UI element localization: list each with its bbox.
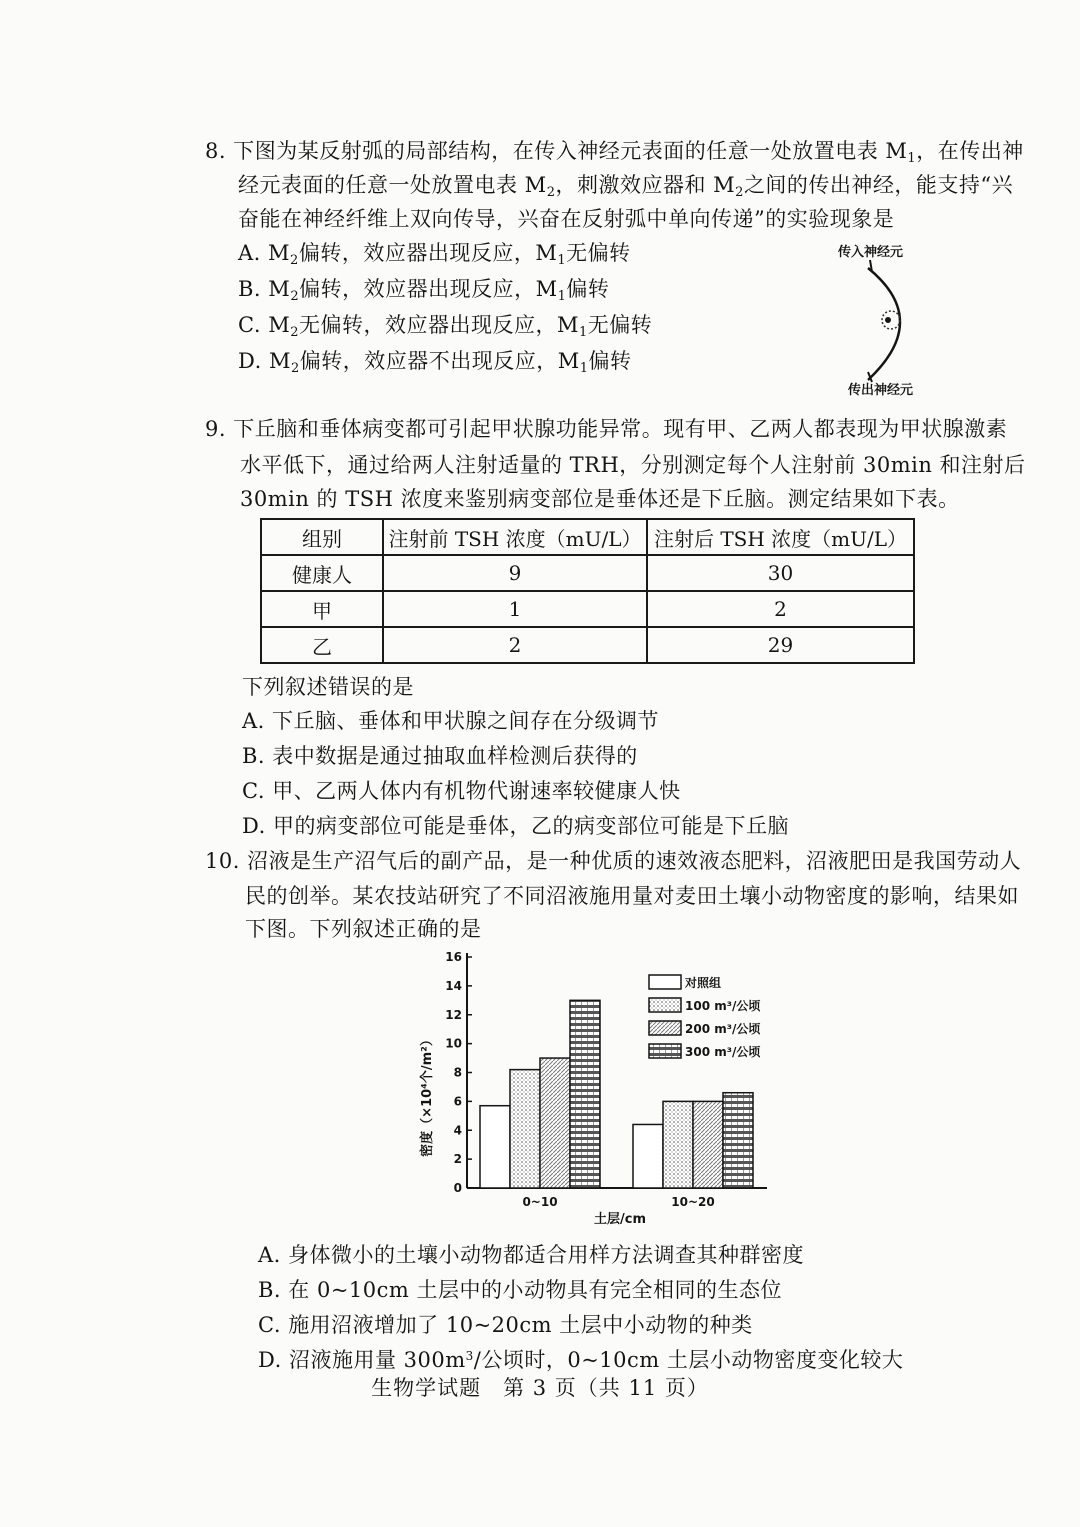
bar — [540, 1058, 570, 1188]
x-tick-label: 10~20 — [671, 1195, 715, 1209]
q8-number: 8. — [205, 139, 227, 163]
q9-option-a[interactable]: A. 下丘脑、垂体和甲状腺之间存在分级调节 — [242, 709, 660, 733]
q8-option-c[interactable]: C. $M_2$无偏转，效应器出现反应，$M_1$无偏转 — [238, 313, 653, 340]
table-cell: 29 — [647, 627, 914, 663]
q10-stem-line-1: 10. 沼液是生产沼气后的副产品，是一种优质的速效液态肥料，沼液肥田是我国劳动人 — [205, 849, 1022, 873]
neuron-arc — [868, 268, 900, 380]
q8-stem-line-2: 经元表面的任意一处放置电表 $M_2$，刺激效应器和 $M_2$之间的传出神经，能支持“兴 — [238, 173, 1014, 200]
q10-stem-line-2: 民的创举。某农技站研究了不同沼液施用量对麦田土壤小动物密度的影响，结果如 — [245, 884, 1019, 908]
q8-stem-line-1: 8. 下图为某反射弧的局部结构，在传入神经元表面的任意一处放置电表 $M_1$，在传出神 — [205, 139, 1024, 166]
tsh-table — [260, 518, 915, 664]
table-cell: 9 — [383, 555, 647, 591]
legend-label: 对照组 — [685, 976, 722, 990]
table-row — [261, 555, 914, 591]
q9-stem-line-1: 9. 下丘脑和垂体病变都可引起甲状腺功能异常。现有甲、乙两人都表现为甲状腺激素 — [205, 417, 1008, 441]
legend-label: 300 m³/公顷 — [685, 1045, 761, 1059]
q10-option-d[interactable]: D. 沼液施用量 $300m^3/$公顷时，0~10cm 土层小动物密度变化较大 — [258, 1348, 904, 1372]
y-axis-label: 密度（×10⁴个/m²） — [420, 1033, 435, 1157]
legend-swatch — [649, 1021, 681, 1035]
y-tick-label: 0 — [453, 1181, 462, 1195]
y-tick-label: 12 — [445, 1007, 462, 1022]
y-tick-label: 6 — [453, 1094, 462, 1109]
efferent-neuron-label: 传出神经元 — [848, 383, 914, 398]
soil-animal-density-chart — [405, 945, 785, 1235]
page-footer: 生物学试题 第 3 页（共 11 页） — [371, 1376, 709, 1400]
q9-prompt: 下列叙述错误的是 — [242, 675, 414, 699]
q8-stem-line-3: 奋能在神经纤维上双向传导，兴奋在反射弧中单向传递”的实验现象是 — [238, 207, 895, 231]
legend-swatch — [649, 998, 681, 1012]
table-cell: 甲 — [261, 591, 383, 627]
table-header-cell: 组别 — [261, 519, 383, 555]
table-cell: 30 — [647, 555, 914, 591]
q10-option-b[interactable]: B. 在 0~10cm 土层中的小动物具有完全相同的生态位 — [258, 1278, 782, 1302]
y-tick-label: 8 — [453, 1065, 462, 1080]
q9-option-d[interactable]: D. 甲的病变部位可能是垂体，乙的病变部位可能是下丘脑 — [242, 814, 789, 838]
table-cell: 2 — [383, 627, 647, 663]
bar — [693, 1101, 723, 1188]
q10-stem-line-3: 下图。下列叙述正确的是 — [245, 917, 482, 941]
bar — [723, 1093, 753, 1188]
x-tick-label: 0~10 — [522, 1195, 558, 1209]
bar — [510, 1070, 540, 1188]
q10-option-a[interactable]: A. 身体微小的土壤小动物都适合用样方法调查其种群密度 — [258, 1243, 805, 1267]
afferent-neuron-label: 传入神经元 — [838, 245, 904, 260]
y-tick-label: 16 — [445, 950, 462, 964]
x-axis-label: 土层/cm — [593, 1212, 647, 1227]
legend-label: 100 m³/公顷 — [685, 999, 761, 1013]
q9-option-c[interactable]: C. 甲、乙两人体内有机物代谢速率较健康人快 — [242, 779, 681, 803]
q10-option-c[interactable]: C. 施用沼液增加了 10~20cm 土层中小动物的种类 — [258, 1313, 753, 1337]
q9-option-b[interactable]: B. 表中数据是通过抽取血样检测后获得的 — [242, 744, 638, 768]
table-cell: 1 — [383, 591, 647, 627]
table-row — [261, 591, 914, 627]
table-header-cell: 注射前 TSH 浓度（mU/L） — [383, 519, 647, 555]
y-tick-label: 14 — [445, 978, 462, 993]
table-header-row — [261, 519, 914, 555]
bar — [633, 1124, 663, 1188]
q9-stem-line-2: 水平低下，通过给两人注射适量的 TRH，分别测定每个人注射前 30min 和注射后 — [240, 453, 1026, 477]
bar — [480, 1106, 510, 1188]
q8-option-b[interactable]: B. $M_2$偏转，效应器出现反应，$M_1$偏转 — [238, 277, 610, 304]
legend-label: 200 m³/公顷 — [685, 1022, 761, 1036]
y-tick-label: 2 — [453, 1152, 462, 1167]
table-cell: 健康人 — [261, 555, 383, 591]
q9-stem-line-3: 30min 的 TSH 浓度来鉴别病变部位是垂体还是下丘脑。测定结果如下表。 — [240, 487, 960, 511]
table-row — [261, 627, 914, 663]
reflex-arc-diagram — [820, 232, 950, 402]
bar — [663, 1101, 693, 1188]
table-cell: 乙 — [261, 627, 383, 663]
table-cell: 2 — [647, 591, 914, 627]
q8-option-a[interactable]: A. $M_2$偏转，效应器出现反应，$M_1$无偏转 — [238, 241, 631, 268]
q9-number: 9. — [205, 417, 227, 441]
legend-swatch — [649, 1044, 681, 1058]
legend-swatch — [649, 975, 681, 989]
y-tick-label: 10 — [445, 1036, 462, 1051]
table-header-cell: 注射后 TSH 浓度（mU/L） — [647, 519, 914, 555]
bar — [570, 1000, 600, 1188]
synapse-dot — [885, 317, 891, 323]
q10-number: 10. — [205, 849, 240, 873]
q8-option-d[interactable]: D. $M_2$偏转，效应器不出现反应，$M_1$偏转 — [238, 349, 632, 376]
y-tick-label: 4 — [453, 1123, 462, 1138]
